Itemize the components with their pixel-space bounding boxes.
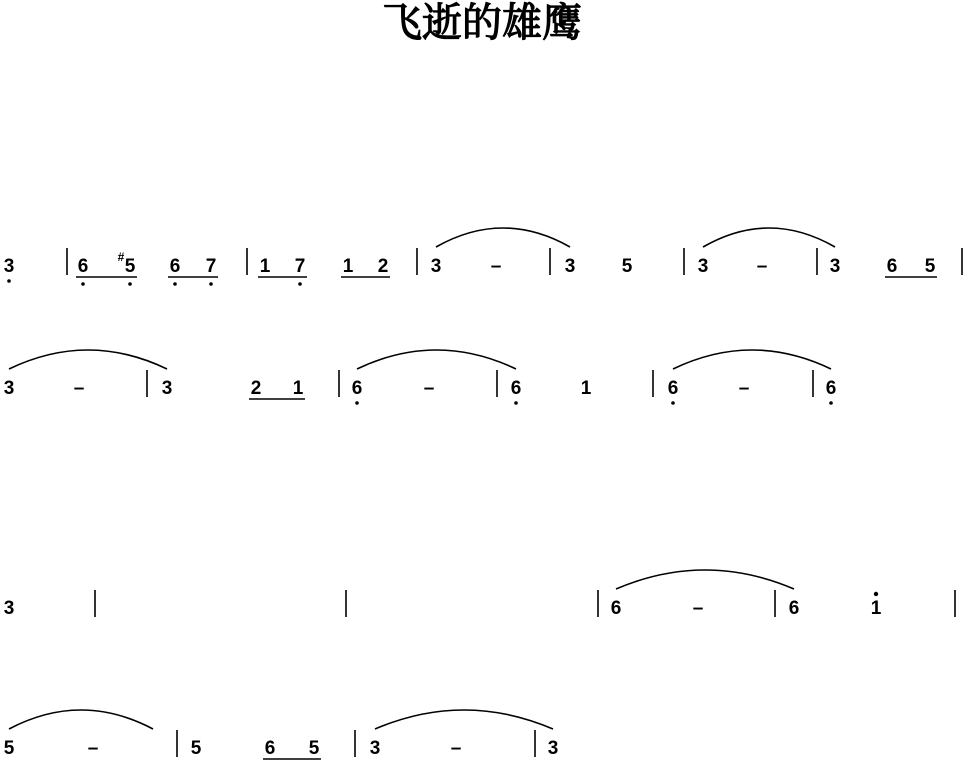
note-6: 6 [510, 378, 522, 399]
octave-up-dot [874, 592, 878, 596]
note-3: 3 [829, 256, 841, 277]
note-1: 1 [580, 378, 592, 399]
note-5: 5 [621, 256, 633, 277]
note-3: 3 [564, 256, 576, 277]
sharp-accidental: # [117, 250, 125, 264]
note-3: 3 [697, 256, 709, 277]
note-2: 2 [377, 256, 389, 277]
slur-arc [673, 350, 831, 369]
note-1: 1 [292, 378, 304, 399]
note-5: 5 [308, 738, 320, 759]
note-6: 6 [264, 738, 276, 759]
dash-note: – [450, 738, 462, 759]
dash-note: – [423, 378, 435, 399]
note-3: 3 [430, 256, 442, 277]
dash-note: – [87, 738, 99, 759]
note-3: 3 [3, 598, 15, 619]
octave-down-dot [81, 282, 85, 286]
slur-arc [375, 710, 553, 729]
octave-down-dot [128, 282, 132, 286]
note-5: 5 [3, 738, 15, 759]
octave-down-dot [671, 401, 675, 405]
note-6: 6 [667, 378, 679, 399]
note-6: 6 [886, 256, 898, 277]
dash-note: – [738, 378, 750, 399]
note-3: 3 [161, 378, 173, 399]
octave-down-dot [209, 282, 213, 286]
note-2: 2 [250, 378, 262, 399]
note-5: 5 [124, 256, 136, 277]
octave-down-dot [514, 401, 518, 405]
note-1: 1 [259, 256, 271, 277]
octave-down-dot [173, 282, 177, 286]
slur-arc [703, 228, 835, 247]
octave-down-dot [298, 282, 302, 286]
note-6: 6 [351, 378, 363, 399]
note-3: 3 [3, 256, 15, 277]
page-title: 飞逝的雄鹰 [382, 0, 582, 46]
dash-note: – [73, 378, 85, 399]
octave-down-dot [7, 279, 11, 283]
note-6: 6 [77, 256, 89, 277]
slur-arc [357, 350, 516, 369]
note-3: 3 [3, 378, 15, 399]
note-6: 6 [610, 598, 622, 619]
note-3: 3 [369, 738, 381, 759]
note-6: 6 [788, 598, 800, 619]
note-7: 7 [205, 256, 217, 277]
note-3: 3 [547, 738, 559, 759]
slur-arc [436, 228, 570, 247]
dash-note: – [692, 598, 704, 619]
slur-arc [9, 350, 167, 369]
note-5: 5 [924, 256, 936, 277]
slur-arc [9, 710, 153, 729]
octave-down-dot [829, 401, 833, 405]
note-6: 6 [169, 256, 181, 277]
note-6: 6 [825, 378, 837, 399]
note-1: 1 [870, 598, 882, 619]
note-5: 5 [190, 738, 202, 759]
note-7: 7 [294, 256, 306, 277]
dash-note: – [756, 256, 768, 277]
octave-down-dot [355, 401, 359, 405]
dash-note: – [490, 256, 502, 277]
slur-arc [616, 570, 794, 589]
note-1: 1 [342, 256, 354, 277]
